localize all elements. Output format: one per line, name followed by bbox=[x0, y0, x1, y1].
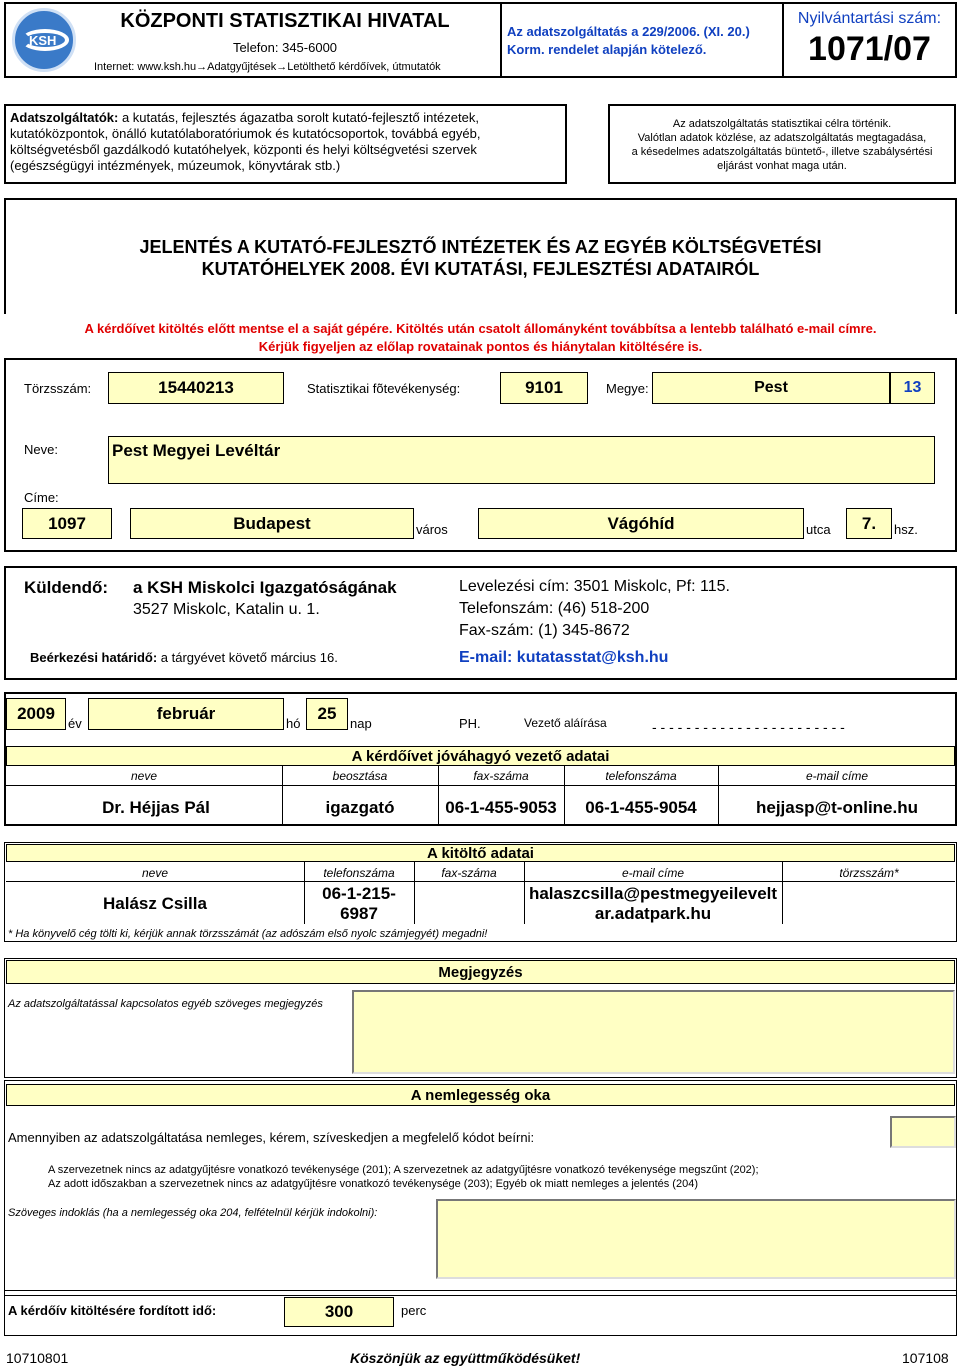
year-field[interactable]: 2009 bbox=[6, 698, 66, 730]
org-phone: Telefon: 345-6000 bbox=[232, 40, 338, 55]
filler-header-name: neve bbox=[141, 866, 169, 880]
nil-codes-line2: Az adott időszakban a szervezetnek nincs az adatgyűjtésre vonatkozó tevékenysége (203); Egyéb ok miatt nemleges a jelentés (204) bbox=[48, 1178, 698, 1190]
nil-band: A nemlegesség oka bbox=[6, 1084, 955, 1106]
nil-reason-input[interactable] bbox=[436, 1199, 956, 1279]
manager-header-position: beosztása bbox=[332, 769, 388, 783]
registration-label: Nyilvántartási szám: bbox=[797, 10, 942, 27]
obligation-box bbox=[500, 2, 784, 78]
torzsszam-field[interactable]: 15440213 bbox=[108, 372, 284, 404]
notice-line1: A kérdőívet kitöltés előtt mentse el a saját gépére. Kitöltés után csatolt állományként továbbítsa a lentebb található e-mail címre. bbox=[84, 321, 877, 336]
filler-col-divider bbox=[414, 862, 415, 924]
manager-header-rule bbox=[6, 785, 955, 786]
logo-text: KSH bbox=[29, 33, 57, 48]
filler-email-line1: halaszcsilla@pestmegyeilevelt bbox=[528, 884, 778, 903]
filler-col-divider bbox=[782, 862, 783, 924]
day-field[interactable]: 25 bbox=[306, 698, 348, 730]
filler-footnote: * Ha könyvelő cég tölti ki, kérjük annak törzsszámát (az adószám első nyolc számjegyét) megadni! bbox=[8, 928, 488, 940]
month-field[interactable]: február bbox=[88, 698, 284, 730]
send-label: Küldendő: bbox=[24, 578, 109, 597]
providers-line2: kutatóközpontok, önálló kutatólaboratóriumok és kutatócsoportok, továbbá egyéb, bbox=[10, 126, 481, 141]
time-label: A kérdőív kitöltésére fordított idő: bbox=[8, 1303, 217, 1318]
title-line2: KUTATÓHELYEK 2008. ÉVI KUTATÁSI, FEJLESZTÉSI ADATAIRÓL bbox=[201, 259, 760, 279]
manager-name[interactable]: Dr. Héjjas Pál bbox=[102, 798, 210, 817]
legal-line1: Az adatszolgáltatás statisztikai célra történik. bbox=[672, 118, 892, 130]
street-field[interactable]: Vágóhíd bbox=[478, 508, 804, 539]
filler-phone-line1: 06-1-215- bbox=[322, 884, 396, 903]
deadline-label: Beérkezési határidő: bbox=[30, 650, 158, 665]
manager-header-phone: telefonszáma bbox=[605, 769, 677, 783]
county-field[interactable]: Pest bbox=[652, 372, 890, 404]
ksh-logo bbox=[12, 8, 76, 72]
deadline bbox=[30, 650, 338, 665]
deadline-value: a tárgyévet követő március 16. bbox=[157, 650, 338, 665]
filler-header-fax: fax-száma bbox=[441, 866, 497, 880]
city-suffix: város bbox=[416, 522, 448, 537]
name-field[interactable] bbox=[108, 436, 935, 484]
manager-header-name: neve bbox=[130, 769, 158, 783]
activity-label: Statisztikai fõtevékenység: bbox=[307, 381, 461, 396]
county-label: Megye: bbox=[606, 381, 649, 396]
send-mail: Levelezési cím: 3501 Miskolc, Pf: 115. bbox=[459, 578, 730, 595]
send-phone: Telefonszám: (46) 518-200 bbox=[459, 600, 650, 617]
send-to: a KSH Miskolci Igazgatóságának bbox=[133, 578, 397, 597]
filler-torzsszam-field[interactable] bbox=[784, 883, 956, 923]
report-title bbox=[4, 236, 957, 280]
providers-line1: a kutatás, fejlesztés ágazatba sorolt kutató-fejlesztő intézetek, bbox=[118, 110, 479, 125]
signature-label: Vezető aláírása bbox=[524, 716, 607, 730]
stamp-label: PH. bbox=[459, 716, 481, 731]
county-code-field[interactable]: 13 bbox=[890, 372, 935, 404]
signature-line[interactable]: - - - - - - - - - - - - - - - - - - - - - - - bbox=[652, 719, 845, 735]
address-label: Címe: bbox=[24, 490, 59, 505]
house-suffix: hsz. bbox=[894, 522, 918, 537]
filler-phone-line2: 6987 bbox=[340, 904, 378, 923]
title-line1: JELENTÉS A KUTATÓ-FEJLESZTŐ INTÉZETEK ÉS AZ EGYÉB KÖLTSÉGVETÉSI bbox=[139, 237, 822, 257]
manager-position[interactable]: igazgató bbox=[325, 798, 395, 817]
email-link[interactable]: E-mail: kutatasstat@ksh.hu bbox=[459, 649, 669, 666]
name-value: Pest Megyei Levéltár bbox=[112, 441, 281, 460]
legal-line4: eljárást vonhat maga után. bbox=[717, 160, 847, 172]
filler-email-line2: ar.adatpark.hu bbox=[594, 904, 712, 923]
footer-code-left: 10710801 bbox=[6, 1350, 69, 1366]
day-label: nap bbox=[350, 716, 372, 731]
manager-email[interactable]: hejjasp@t-online.hu bbox=[755, 798, 919, 817]
nil-question: Amennyiben az adatszolgáltatása nemleges, kérem, szíveskedjen a megfelelő kódot beírni: bbox=[8, 1130, 535, 1145]
time-unit: perc bbox=[401, 1303, 427, 1318]
filler-header-phone: telefonszáma bbox=[323, 866, 395, 880]
house-number-field[interactable]: 7. bbox=[846, 508, 892, 539]
footer-code-right: 107108 bbox=[902, 1350, 949, 1366]
notes-band: Megjegyzés bbox=[6, 960, 955, 984]
zip-field[interactable]: 1097 bbox=[22, 508, 112, 539]
obligation-line2: Korm. rendelet alapján kötelező. bbox=[507, 42, 707, 57]
org-name: KÖZPONTI STATISZTIKAI HIVATAL bbox=[120, 10, 450, 32]
obligation-line1: Az adatszolgáltatás a 229/2006. (XI. 20.) bbox=[507, 24, 750, 39]
filler-header-rule bbox=[6, 881, 955, 882]
city-field[interactable]: Budapest bbox=[130, 508, 414, 539]
filler-header-torzsszam: törzsszám* bbox=[839, 866, 899, 880]
legal-line2: Valótlan adatok közlése, az adatszolgáltatás megtagadása, bbox=[637, 132, 927, 144]
filler-band: A kitöltő adatai bbox=[6, 844, 955, 862]
nil-reason-label: Szöveges indoklás (ha a nemlegesség oka 204, felfételnül kérjük indokolni): bbox=[8, 1207, 378, 1219]
send-address: 3527 Miskolc, Katalin u. 1. bbox=[133, 601, 320, 618]
providers-line3: költségvetésből gazdálkodó kutatóhelyek, központi és helyi költségvetési szervek bbox=[10, 142, 477, 157]
nil-code-input[interactable] bbox=[890, 1116, 956, 1148]
footer-thanks: Köszönjük az együttműködésüket! bbox=[350, 1350, 581, 1366]
torzsszam-label: Törzsszám: bbox=[24, 381, 92, 396]
manager-header-email: e-mail címe bbox=[805, 769, 868, 783]
manager-band: A kérdőívet jóváhagyó vezető adatai bbox=[6, 746, 955, 766]
providers-label: Adatszolgáltatók: bbox=[10, 110, 119, 125]
month-label: hó bbox=[286, 716, 301, 731]
activity-field[interactable]: 9101 bbox=[500, 372, 588, 404]
manager-phone[interactable]: 06-1-455-9054 bbox=[585, 798, 697, 817]
providers-line4: (egészségügyi intézmények, múzeumok, könyvtárak stb.) bbox=[10, 158, 341, 173]
registration-number: 1071/07 bbox=[808, 30, 931, 68]
street-suffix: utca bbox=[806, 522, 831, 537]
notes-input[interactable] bbox=[352, 990, 955, 1074]
filler-header-email: e-mail címe bbox=[621, 866, 684, 880]
legal-text bbox=[608, 117, 956, 173]
filler-email[interactable] bbox=[524, 884, 782, 924]
time-field[interactable]: 300 bbox=[284, 1297, 394, 1327]
send-fax: Fax-szám: (1) 345-8672 bbox=[459, 622, 630, 639]
notice-line2: Kérjük figyeljen az előlap rovatainak pontos és hiánytalan kitöltésére is. bbox=[258, 339, 703, 354]
providers-text bbox=[10, 110, 480, 174]
nil-codes-line1: A szervezetnek nincs az adatgyűjtésre vonatkozó tevékenysége (201); A szervezetnek az adatgyűjtésre vonatkozó tevékenysége megszűnt (202); bbox=[48, 1164, 759, 1176]
filler-name[interactable]: Halász Csilla bbox=[103, 894, 207, 913]
legal-line3: a késedelmes adatszolgáltatás büntető-, illetve szabálysértési bbox=[631, 146, 933, 158]
manager-fax[interactable]: 06-1-455-9053 bbox=[445, 798, 557, 817]
year-label: év bbox=[68, 716, 82, 731]
org-internet: Internet: www.ksh.hu→Adatgyűjtések→Letölthető kérdőívek, útmutatók bbox=[94, 61, 441, 73]
notes-label: Az adatszolgáltatással kapcsolatos egyéb szöveges megjegyzés bbox=[8, 998, 323, 1010]
manager-header-fax: fax-száma bbox=[473, 769, 529, 783]
name-label: Neve: bbox=[24, 442, 58, 457]
filler-phone[interactable] bbox=[304, 884, 414, 924]
